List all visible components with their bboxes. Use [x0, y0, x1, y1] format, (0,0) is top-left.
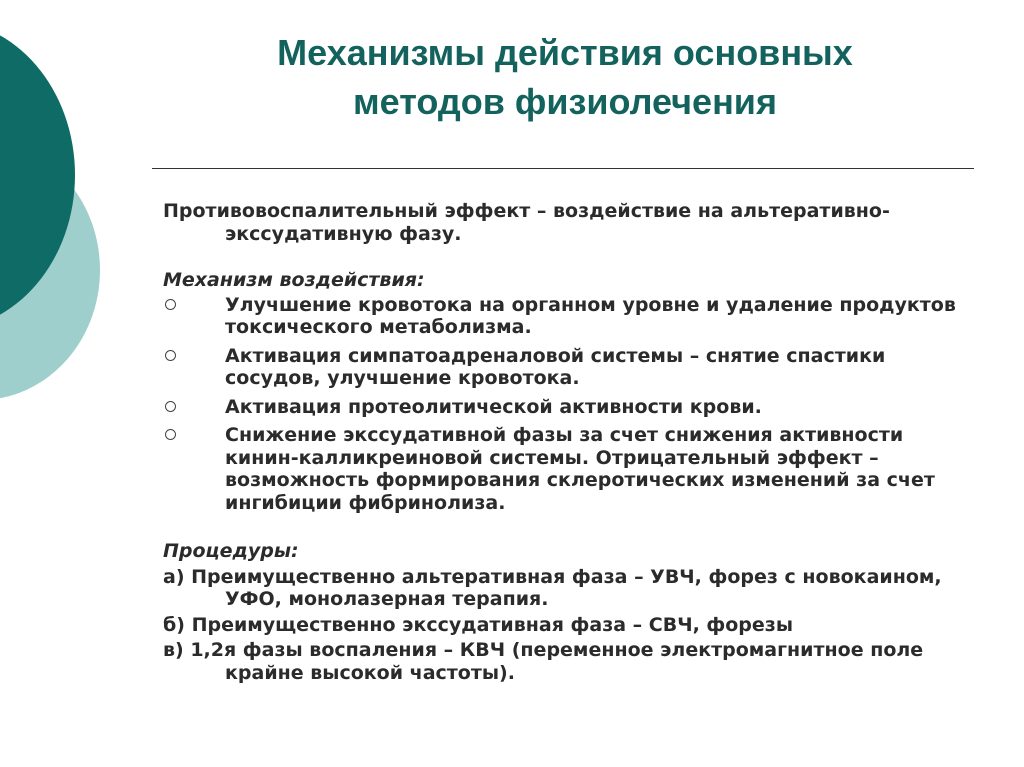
procedure-item: в) 1,2я фазы воспаления – КВЧ (переменное электромагнитное поле крайне высокой частоты). [163, 639, 924, 684]
title-line-1: Механизмы действия основных [277, 32, 853, 73]
intro-text: Противовоспалительный эффект – воздействие на альтеративно-экссудативную фазу. [163, 200, 890, 245]
slide-title [150, 28, 980, 126]
list-item [163, 424, 983, 514]
procedures-label: Процедуры: [163, 540, 299, 562]
circle-bullet-icon [165, 350, 176, 361]
title-line-2: методов физиолечения [353, 81, 777, 122]
list-item-text: Активация протеолитической активности крови. [225, 395, 762, 418]
procedure-item: а) Преимущественно альтеративная фаза – УВЧ, форез с новокаином, УФО, монолазерная терапия. [163, 565, 942, 610]
slide-body [163, 200, 983, 684]
list-item [163, 396, 983, 419]
circle-bullet-icon [165, 299, 176, 310]
list-item-text: Снижение экссудативной фазы за счет снижения активности кинин-калликреиновой системы. Отрицательный эффект – возможность формирования склеротических изменений за счет ингибиции фибринолиза. [225, 424, 935, 514]
list-item-text: Активация симпатоадреналовой системы – снятие спастики сосудов, улучшение кровотока. [225, 344, 886, 389]
list-item-text: Улучшение кровотока на органном уровне и удаление продуктов токсического метаболизма. [225, 293, 956, 338]
mechanism-label: Механизм воздействия: [163, 269, 425, 291]
list-item [163, 294, 983, 339]
circle-bullet-icon [165, 401, 176, 412]
mechanism-list [163, 294, 983, 515]
list-item [163, 345, 983, 390]
title-divider [152, 168, 974, 169]
circle-bullet-icon [165, 429, 176, 440]
procedure-item: б) Преимущественно экссудативная фаза – СВЧ, форезы [163, 613, 794, 636]
